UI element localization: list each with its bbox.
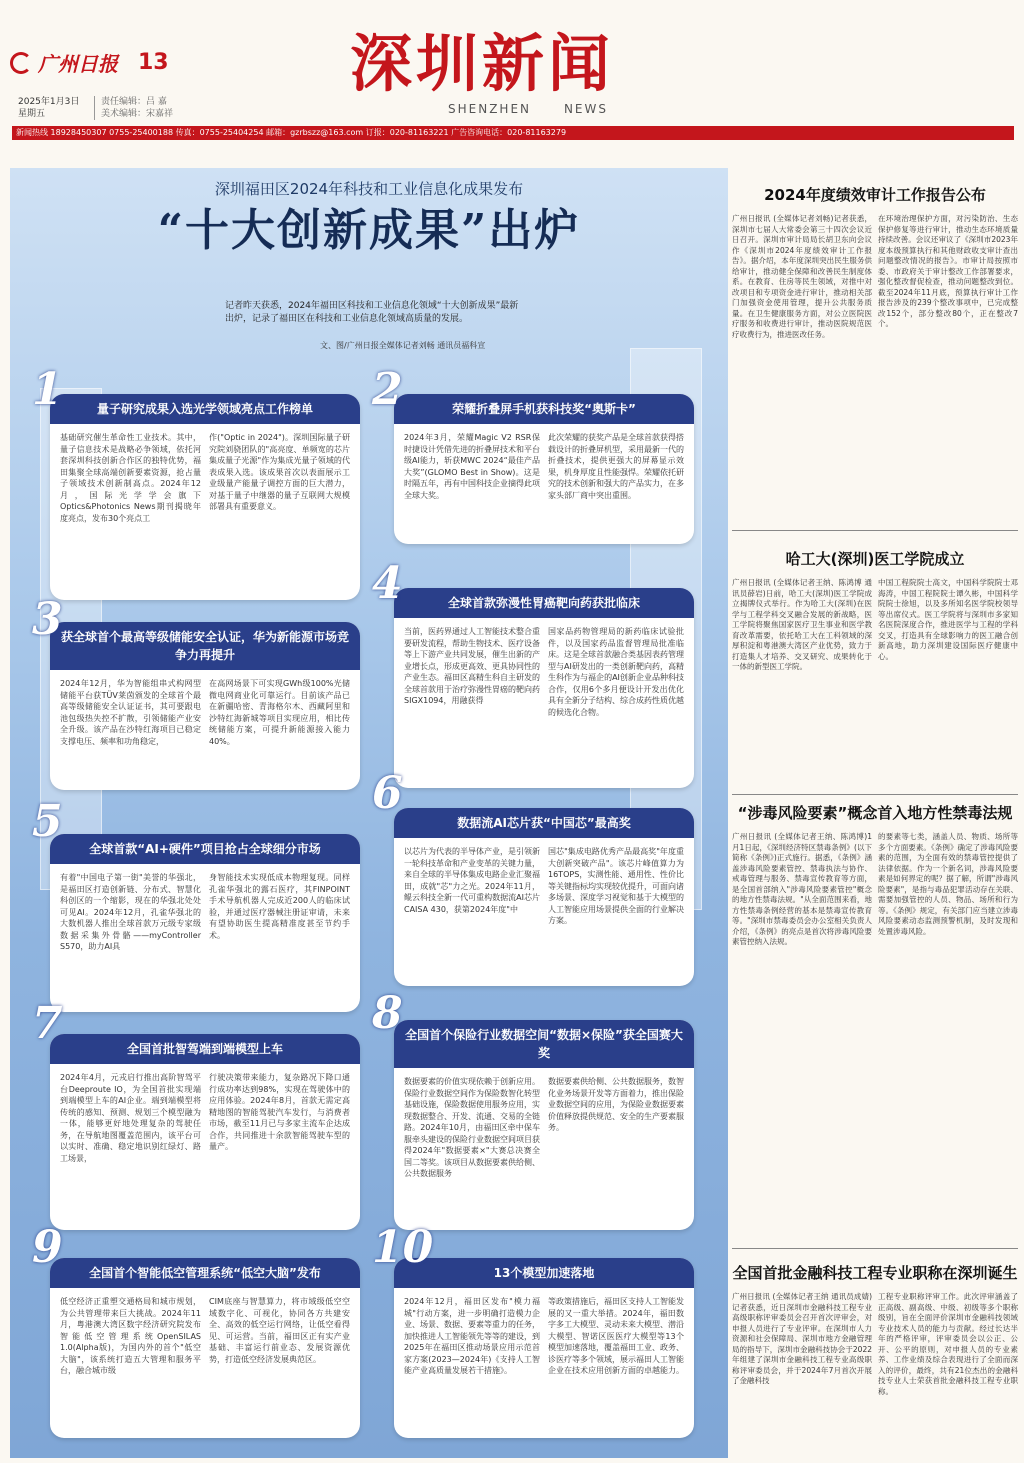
item-number: 10 (372, 1222, 434, 1273)
innovation-card[interactable]: 全球首款“AI+硬件”项目抢占全球细分市场 有着"中国电子第一街"美誉的华强北，是福田区打造创新链、分布式、智慧化科创区的一个缩影，现在的华强北处处可见AI。2024年12月，孔雀华强北的大数机器人推出全球首款万元级专家级数据采集外骨骼——myController S570，助力AI具 身智能技术实现低成本物理复现。同样孔雀华强北的露石医疗，其FINPOINT手术导航机器人完成近200人的临床试验，并通过医疗器械注册证审请，未来有望协助医生提高精准度甚至节约手术。 (50, 834, 360, 1012)
article-divider (732, 794, 1018, 795)
article-headline: 2024年度绩效审计工作报告公布 (764, 186, 986, 204)
page-number: 13 (138, 50, 169, 75)
innovation-card[interactable]: 数据流AI芯片获“中国芯”最高奖 以芯片为代表的半导体产业，是引领新一轮科技革命和产业变革的关键力量，来自全球的半导体集成电路企业汇聚福田，成就"芯"力之光。2024年11月，鲲云科技全新一代可重构数据流AI芯片CAISA 430，获第2024年度"中 国芯"集成电路优秀产品最高奖"年度重大创新突破产品"。该芯片峰值算力为16TOPS，实测性能、通用性、性价比等关键指标均实现较优提升，可面向诸多场景、深度学习视觉和基于大模型的人工智能应用场景提供全面的行业解决方案。 (394, 808, 694, 986)
feature-subtitle: 深圳福田区2024年科技和工业信息化成果发布 (214, 180, 524, 198)
card-title: 量子研究成果入选光学领域亮点工作榜单 (50, 394, 360, 424)
feature-headline: “十大创新成果”出炉 (157, 205, 581, 256)
article-divider (732, 530, 1018, 531)
card-title: 获全球首个最高等级储能安全认证，华为新能源市场竞争力再提升 (50, 622, 360, 670)
item-number: 5 (32, 796, 63, 847)
section-title: 深圳新闻 (350, 27, 615, 100)
news-article[interactable]: 2024年度绩效审计工作报告公布 广州日报讯 (全媒体记者刘畅)记者获悉，深圳市七届人大常委会第三十四次会议近日召开。深圳市审计局局长胡卫东向会议作《深圳市2024年度绩效审计工作报告》。据介绍，本年度深圳突出民生服务供给审计，推动健全保障和改善民生制度体系。在教育、住房等民生领域，对推中对改项目和专项资金进行审计，推动相关部门加强资金使用管理，提升公共服务质量。在卫生健康服务方面，对公立医院医疗服务和收费进行审计，推动医院规范医疗收费行为，推进医改任务。 在环境治理保护方面，对污染防治、生态保护修复等进行审计，推动生态环境质量持续改善。会议还审议了《深圳市2023年度本级预算执行和其他财政收支审计查出问题整改情况的报告》。市审计局按照市委、市政府关于审计整改工作部署要求，强化整改督促检查，推动问题整改到位。截至2024年11月底，预算执行审计工作报告涉及的239个整改事项中，已完成整改152个，部分整改80个，正在整改7个。 (732, 186, 1018, 339)
news-article[interactable]: “涉毒风险要素”概念首入地方性禁毒法规 广州日报讯 (全媒体记者王纳、陈鸿博)1月1日起，《深圳经济特区禁毒条例》(以下简称《条例》)正式施行。据悉，《条例》涵盖涉毒风险要素管控、禁毒执法与协作、戒毒管理与服务、禁毒宣传教育等方面，是全国首部纳入"涉毒风险要素管控"概念的地方性禁毒法规。"从全面范围来看，地方性禁毒条例经营的基本是禁毒宣传教育等。"深圳市禁毒委员会办公室相关负责人介绍，《条例》的亮点是首次将涉毒风险要素管控纳入法规。 的要素等七类，涵盖人员、物质、场所等多个方面要素。《条例》确定了涉毒风险要素的范围，为全面有效的禁毒管控提供了法律依据。作为一个新名词，涉毒风险要素是如何界定的呢？据了解，所谓"涉毒风险要素"，是指与毒品犯罪活动存在关联、需要加强管控的人员、物品、场所和行为等。《条例》规定，有关部门应当建立涉毒风险要素动态监测预警机制，及时发现和处置涉毒风险。 (732, 804, 1018, 946)
article-headline: 全国首批金融科技工程专业职称在深圳诞生 (732, 1264, 1018, 1282)
news-article[interactable]: 哈工大(深圳)医工学院成立 广州日报讯 (全媒体记者王纳、陈鸿博 通讯员薛岩)日前，哈工大(深圳)医工学院成立揭牌仪式举行。作为哈工大(深圳)在医学与工程学科交叉融合发展的新战略，医工学院将聚焦国家医疗卫生事业和医学教育改革需要，依托哈工大在工科领域的深厚积淀和粤港澳大湾区产业优势，致力于打造集人才培养、交叉研究、成果转化于一体的新型医工学院。 中国工程院院士高文，中国科学院院士邓海涛，中国工程院院士谭久彬，中国科学院院士徐旭，以及多所知名医学院校领导等出席仪式。医工学院将与深圳市多家知名医院深度合作，推进医学与工程的学科交叉，打造具有全球影响力的医工融合创新高地，助力深圳建设国际医疗健康中心。 (732, 550, 1018, 671)
innovation-card[interactable]: 全国首个智能低空管理系统“低空大脑”发布 低空经济正重塑交通格局和城市规划，为公共管理带来巨大挑战。2024年11月，粤港澳大湾区数字经济研究院发布智能低空管理系统OpenSILAS 1.0(Alpha版)，为国内外的首个"低空大脑"，该系统打造五大管理和服务平台，融合城市级 CIM底座与智慧算力，将市域级低空空域数字化、可视化，协同各方共建安全、高效的低空运行网络，让低空看得见、可运营。当前，福田区正有实产业基础、丰富运行前业态、发展资源优势，打造低空经济发展典范区。 (50, 1258, 360, 1438)
newspaper-logo[interactable] (10, 48, 169, 77)
innovation-card[interactable]: 全国首个保险行业数据空间“数据×保险”获全国赛大奖 数据要素的价值实现依赖于创新应用。保险行业数据空间作为保险数智化转型基础设施，保险数据使用服务应用，实现数据整合、开发、流通、交易的全链路。2024年10月，由福田区牵中保车服牵头建设的保险行业数据空间项目获得2024年"数据要素×"大赛总决赛全国二等奖。该项目从数据要素供给侧、公共数据服务 数据要素供给侧、公共数据服务，数智化业务场景开发等方面着力，推出保险业数据空间的应用，为保险业数据要素价值释放提供规范、安全的生产要素服务。 (394, 1020, 694, 1230)
card-title: 全国首个智能低空管理系统“低空大脑”发布 (50, 1258, 360, 1288)
masthead (0, 0, 1024, 137)
logo-swoosh-icon (10, 52, 32, 74)
innovation-card[interactable]: 13个模型加速落地 2024年12月，福田区发布"模力福城"行动方案，进一步明确打造模力企业、场景、数据、要素等重力的任务，加快推进人工智能领先等等的建设，到2025年在福田区推动场景应用示范首家方案(2023—2024年)《支持人工智能产业高质量发展若干措施》。 等政策措施后，福田区支持人工智能发展的又一重大举措。2024年，福田数字多工大模型、灵动未来大模型、潜沿大模型、智诺区医医疗大模型等13个模型加速落地，覆盖福田工业、政务、诊医疗等多个领域，展示福田人工智能企业在技术应用创新方面的卓越能力。 (394, 1258, 694, 1438)
innovation-card[interactable]: 全国首批智驾端到端模型上车 2024年4月，元戎启行推出高阶智驾平台Deeproute IO，为全国首批实现端到端模型上车的AI企业。端到端模型将传统的感知、预测、规划三个模型融为一体，能够更好地处理复杂的驾驶任务，在导航地图覆盖范围内，该平台可以实时、准确、稳定地识别红绿灯、路工场景， 行驶决策带来能力，复杂路况下降口通行成功率达到98%，实现在驾驶体中的应用体验。2024年8月，首款无需定高精地图的智能驾驶汽车发行，与消费者市场，截至11月已与多家主流车企达成合作，共同推进十余款智能驾驶车型的量产。 (50, 1034, 360, 1230)
card-title: 全球首款弥漫性胃癌靶向药获批临床 (394, 588, 694, 618)
feature-panel (10, 168, 728, 1458)
news-article[interactable]: 全国首批金融科技工程专业职称在深圳诞生 广州日报讯 (全媒体记者王纳 通讯员成婧)记者获悉，近日深圳市金融科技工程专业高级职称评审委员会召开首次评审会，对申报人员进行了专业评审。在深圳市人力资源和社会保障局、深圳市地方金融管理局的指导下，深圳市金融科技协会于2022年组建了深圳市金融科技工程专业高级职称评审委员会，并于2024年7月首次开展了金融科技 工程专业职称评审工作。此次评审涵盖了正高级、副高级、中级、初级等多个职称级别，旨在全面评价深圳市金融科技领域专业技术人员的能力与贡献。经过长达半年的严格评审，评审委员会以公正、公开、公平的原则，对申报人员的专业素养、工作业绩及综合表现进行了全面而深入的评价，最终，共有21位杰出的金融科技专业人士荣获首批金融科技工程专业职称。 (732, 1264, 1018, 1396)
publication-date: 2025年1月3日 星期五 (18, 97, 80, 119)
innovation-card[interactable]: 量子研究成果入选光学领域亮点工作榜单 基础研究催生革命性工业技术。其中，量子信息技术是战略必争领域，依托河套深圳科技创新合作区的独特优势，福田集聚全球高端创新要素资源，抢占量子领域技术创新制高点。2024年12月，国际光学学会旗下Optics&Photonics News期刊揭晓年度亮点，发布30个亮点工 作("Optic in 2024")。深圳国际量子研究院刘骁团队的"高亮度、单频宽的芯片集成量子光源"作为集成光量子领域的代表成果入选。该成果首次以表面展示工业级量产能量子调控方面的巨大潜力，对基于量子中继器的量子互联网大规模部署具有重要意义。 (50, 394, 360, 600)
feature-byline: 文、图/广州日报全媒体记者刘畅 通讯员福科宣 (320, 341, 486, 350)
item-number: 8 (372, 988, 403, 1039)
article-divider (732, 1248, 1018, 1249)
innovation-card[interactable]: 荣耀折叠屏手机获科技奖“奥斯卡” 2024年3月，荣耀Magic V2 RSR保时捷设计凭借先进的折叠屏技术和平台级AI能力，斩获MWC 2024“最佳产品大奖”(GLOMO Best in Show)。这是时隔五年，再有中国科技企业摘得此项全球大奖。 此次荣耀的获奖产品是全球首款获得搭载设计的折叠屏机型，采用最新一代的折叠技术，提供更强大的屏幕显示效果，机身厚度且性能强悍。荣耀依托研究的技术创新和强大的产品实力，在多家头部厂商中突出重围。 (394, 394, 694, 544)
card-title: 全国首个保险行业数据空间“数据×保险”获全国赛大奖 (394, 1020, 694, 1068)
contact-bar: 新闻热线 18928450307 0755-25400188 传真：0755-25404254 邮箱：gzrbszz@163.com 订报：020-81163221 广告咨询电话：020-81163279 (12, 126, 1014, 140)
section-title-en: SHENZHEN NEWS (448, 102, 608, 116)
article-headline: 哈工大(深圳)医工学院成立 (785, 550, 965, 568)
editors: 责任编辑：吕 嘉 美术编辑：宋嘉祥 (94, 96, 173, 120)
item-number: 3 (32, 594, 63, 645)
card-title: 数据流AI芯片获“中国芯”最高奖 (394, 808, 694, 838)
item-number: 4 (372, 558, 403, 609)
article-headline: “涉毒风险要素”概念首入地方性禁毒法规 (737, 804, 1013, 822)
innovation-card[interactable]: 全球首款弥漫性胃癌靶向药获批临床 当前，医药界通过人工智能技术整合重要研发流程，帮助生物技术、医疗设备等上下游产业共同发展，催生出新的产业增长点，形成更高效、更具协同性的产业生态。福田区高精生科自主研发的全球首款用于治疗弥漫性胃癌的靶向药SIGX1094，用融获得 国家品药物管理局的新药临床试验批件，以及国家药品监督管理局批准临床。这是全球首款融合类基因表药管理型与AI研发出的一类创新靶向药，高精生科作为与福企的AI创新企业品种科技合作，仅用6个多月便设计开发出优化具有全新分子结构、综合成药性质优越的候选化合物。 (394, 588, 694, 788)
card-title: 13个模型加速落地 (394, 1258, 694, 1288)
card-title: 全国首批智驾端到端模型上车 (50, 1034, 360, 1064)
card-title: 荣耀折叠屏手机获科技奖“奥斯卡” (394, 394, 694, 424)
item-number: 2 (372, 364, 403, 415)
item-number: 9 (32, 1222, 63, 1273)
card-title: 全球首款“AI+硬件”项目抢占全球细分市场 (50, 834, 360, 864)
item-number: 6 (372, 768, 403, 819)
item-number: 1 (32, 364, 63, 415)
innovation-card[interactable]: 获全球首个最高等级储能安全认证，华为新能源市场竞争力再提升 2024年12月，华为智能组串式构网型储能平台获TÜV莱茵颁发的全球首个最高等级储能安全认证证书，其可要跟电池包级热失控不扩散，引领储能产业安全升级。该产品在沙特红海项目已稳定支撑电压、频率和功角稳定， 在高网场景下可实现GWh级100%光储微电网商业化可靠运行。目前该产品已在新疆哈密、青海格尔木、西藏阿里和沙特红海新城等项目实现应用，相比传统储能方案，可提升新能源接入能力40%。 (50, 622, 360, 790)
item-number: 7 (32, 998, 63, 1049)
logo-text: 广州日报 (38, 52, 118, 76)
feature-intro: 记者昨天获悉，2024年福田区科技和工业信息化领域“十大创新成果”最新出炉，记录了福田区在科技和工业信息化领域高质量的发展。 (225, 301, 519, 324)
